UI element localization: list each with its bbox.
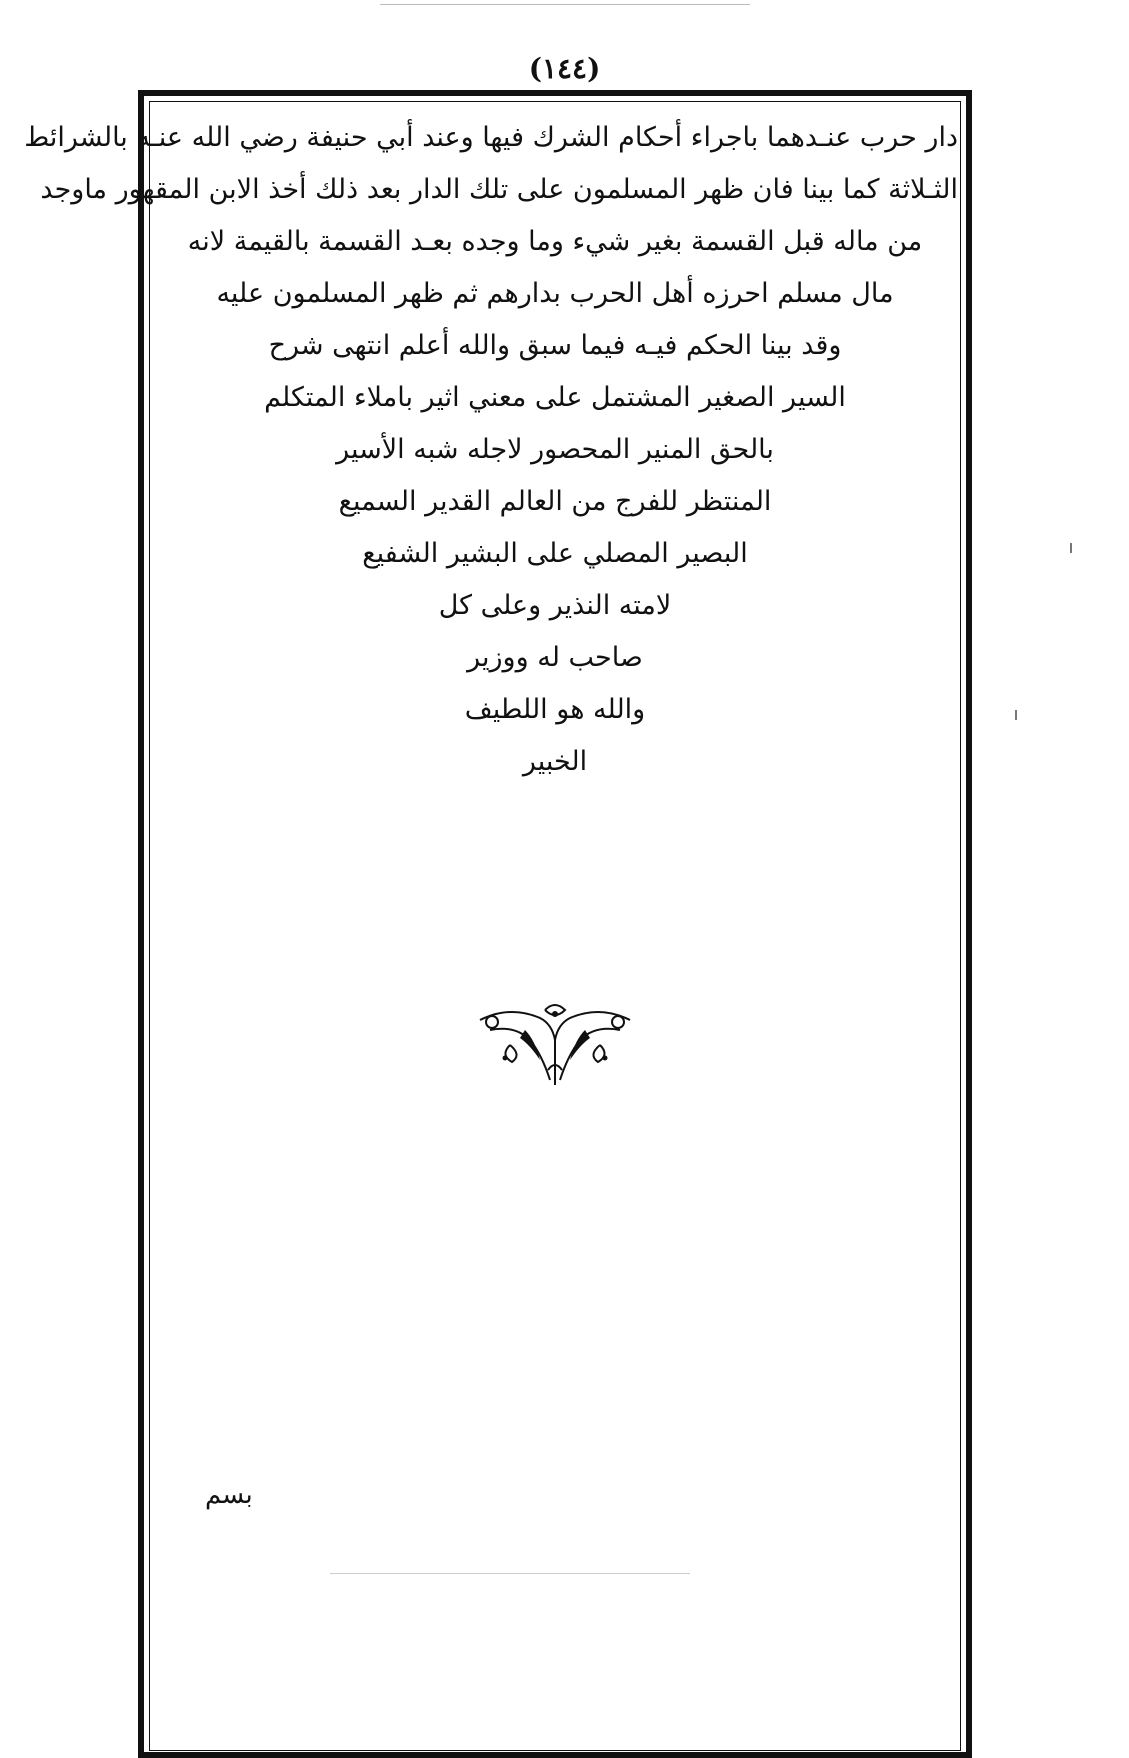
text-line-9: البصير المصلي على البشير الشفيع xyxy=(362,538,748,569)
top-rule xyxy=(380,4,750,5)
margin-speck xyxy=(1070,543,1072,553)
text-line-12: والله هو اللطيف xyxy=(464,694,646,725)
page-number: (١٤٤) xyxy=(528,52,601,85)
signature-mark: بسم xyxy=(205,1480,253,1510)
text-line-13: الخبير xyxy=(522,746,588,777)
margin-speck xyxy=(1015,710,1017,720)
text-line-5: وقد بينا الحكم فيـه فيما سبق والله أعلم انتهى شرح xyxy=(268,330,842,361)
text-line-1: دار حرب عنـدهما باجراء أحكام الشرك فيها وعند أبي حنيفة رضي الله عنـه بالشرائط xyxy=(24,122,958,153)
text-line-10: لامته النذير وعلى كل xyxy=(438,590,672,621)
body-text xyxy=(24,112,970,788)
text-line-3: من ماله قبل القسمة بغير شيء وما وجده بعـد القسمة بالقيمة لانه xyxy=(187,226,923,257)
floral-ornament-icon xyxy=(470,1000,640,1090)
text-line-7: بالحق المنير المحصور لاجله شبه الأسير xyxy=(336,434,774,465)
text-line-8: المنتظر للفرج من العالم القدير السميع xyxy=(338,486,772,517)
text-line-6: السير الصغير المشتمل على معني اثير باملاء المتكلم xyxy=(264,382,846,413)
text-line-4: مال مسلم احرزه أهل الحرب بدارهم ثم ظهر المسلمون عليه xyxy=(216,278,894,309)
bottom-rule xyxy=(330,1573,690,1574)
text-line-11: صاحب له ووزير xyxy=(467,642,643,673)
text-line-2: الثـلاثة كما بينا فان ظهر المسلمون على تلك الدار بعد ذلك أخذ الابن المقهور ماوجد xyxy=(40,174,958,205)
